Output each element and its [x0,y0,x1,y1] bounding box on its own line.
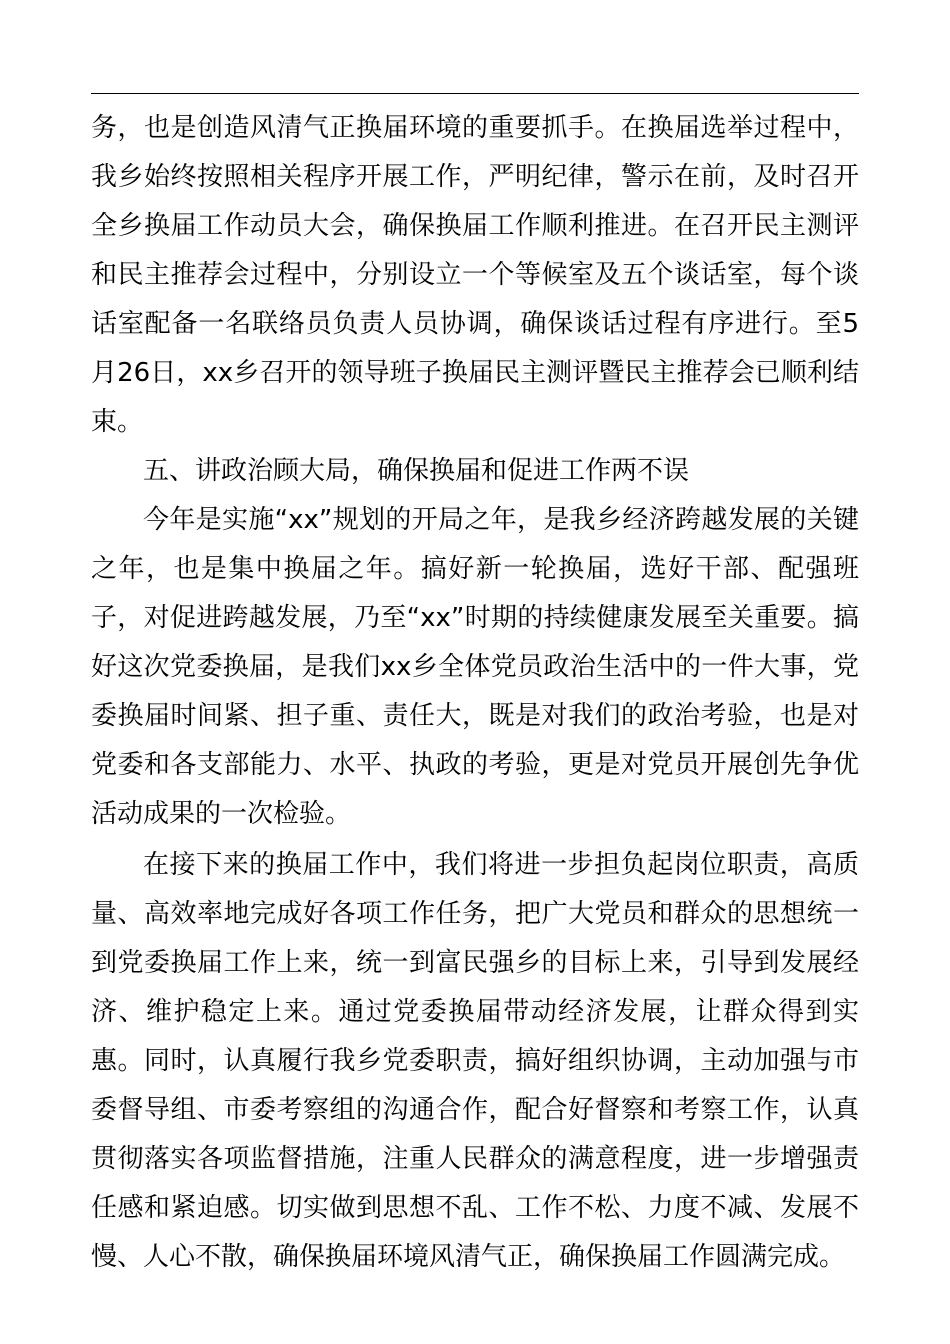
section-heading-five: 五、讲政治顾大局，确保换届和促进工作两不误 [143,456,690,486]
paragraph-next-steps: 在接下来的换届工作中，我们将进一步担负起岗位职责，高质量、高效率地完成好各项工作任务，把广大党员和群众的思想统一到党委换届工作上来，统一到富民强乡的目标上来，引导到发展经济、维护稳定上来。通过党委换届带动经济发展，让群众得到实惠。同时，认真履行我乡党委职责，搞好组织协调，主动加强与市委督导组、市委考察组的沟通合作，配合好督察和考察工作，认真贯彻落实各项监督措施，注重人民群众的满意程度，进一步增强责任感和紧迫感。切实做到思想不乱、工作不松、力度不减、发展不慢、人心不散，确保换届环境风清气正，确保换届工作圆满完成。 [91,850,859,1272]
paragraph-background: 今年是实施“xx”规划的开局之年，是我乡经济跨越发展的关键之年，也是集中换届之年。搞好新一轮换届，选好干部、配强班子，对促进跨越发展，乃至“xx”时期的持续健康发展至关重要。搞好这次党委换届，是我们xx乡全体党员政治生活中的一件大事，党委换届时间紧、担子重、责任大，既是对我们的政治考验，也是对党委和各支部能力、水平、执政的考验，更是对党员开展创先争优活动成果的一次检验。 [91,505,859,829]
header-rule [91,93,859,94]
paragraph-continuation: 务，也是创造风清气正换届环境的重要抓手。在换届选举过程中，我乡始终按照相关程序开展工作，严明纪律，警示在前，及时召开全乡换届工作动员大会，确保换届工作顺利推进。在召开民主测评和民主推荐会过程中，分别设立一个等候室及五个谈话室，每个谈话室配备一名联络员负责人员协调，确保谈话过程有序进行。至5月26日，xx乡召开的领导班子换届民主测评暨民主推荐会已顺利结束。 [91,113,859,437]
document-body [91,104,859,1282]
